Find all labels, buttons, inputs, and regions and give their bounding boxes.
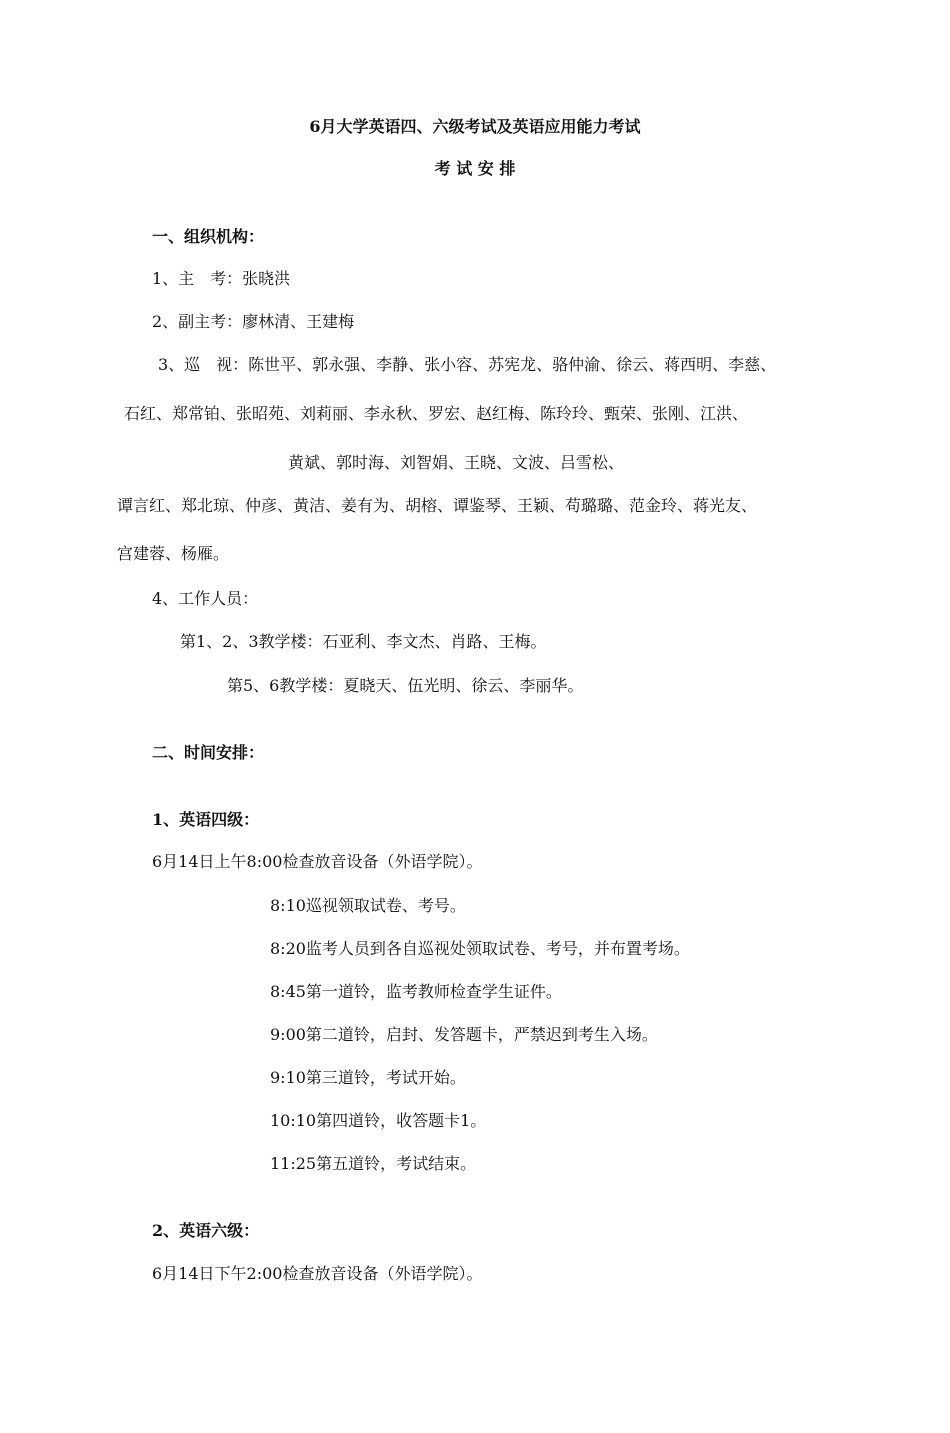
document-title: 6月大学英语四、六级考试及英语应用能力考试 [309,117,641,136]
staff-heading: 4、工作人员： [152,589,259,608]
cet4-schedule-item: 8:20监考人员到各自巡视处领取试卷、考号，并布置考场。 [270,939,690,958]
cet4-schedule-item: 9:00第二道铃，启封、发答题卡，严禁迟到考生入场。 [270,1025,658,1044]
patrol-line-3: 黄斌、郭时海、刘智娟、王晓、文波、吕雪松、 [288,453,625,472]
cet4-schedule-item: 10:10第四道铃，收答题卡1。 [270,1111,487,1130]
patrol-line-1: 3、巡 视：陈世平、郭永强、李静、张小容、苏宪龙、骆仲渝、徐云、蒋西明、李慈、 [158,355,777,374]
patrol-line-2: 石红、郑常铂、张昭苑、刘莉丽、李永秋、罗宏、赵红梅、陈玲玲、甄荣、张刚、江洪、 [124,404,749,423]
cet4-schedule-item: 9:10第三道铃，考试开始。 [270,1068,466,1087]
patrol-line-4: 谭言红、郑北琼、仲彦、黄洁、姜有为、胡榕、谭鉴琴、王颖、苟璐璐、范金玲、蒋光友、 [117,496,758,515]
document-subtitle: 考 试 安 排 [434,159,516,178]
staff-building-56: 第5、6教学楼：夏晓天、伍光明、徐云、李丽华。 [227,676,584,695]
patrol-line-5: 宫建蓉、杨雁。 [117,544,230,563]
cet6-heading: 2、英语六级： [152,1221,260,1240]
cet4-first-line: 6月14日上午8:00检查放音设备（外语学院）。 [152,852,483,871]
cet4-schedule-item: 8:45第一道铃，监考教师检查学生证件。 [270,982,562,1001]
cet4-schedule-item: 11:25第五道铃，考试结束。 [270,1154,477,1173]
staff-building-123: 第1、2、3教学楼：石亚利、李文杰、肖路、王梅。 [180,632,547,651]
cet6-first-line: 6月14日下午2:00检查放音设备（外语学院）。 [152,1264,483,1283]
section-heading-schedule: 二、时间安排： [152,743,265,762]
deputy-examiner-line: 2、副主考：廖林清、王建梅 [152,312,355,331]
section-heading-organization: 一、组织机构： [152,227,265,246]
cet4-heading: 1、英语四级： [152,810,260,829]
chief-examiner-line: 1、主 考：张晓洪 [152,269,291,288]
cet4-schedule-item: 8:10巡视领取试卷、考号。 [270,896,466,915]
